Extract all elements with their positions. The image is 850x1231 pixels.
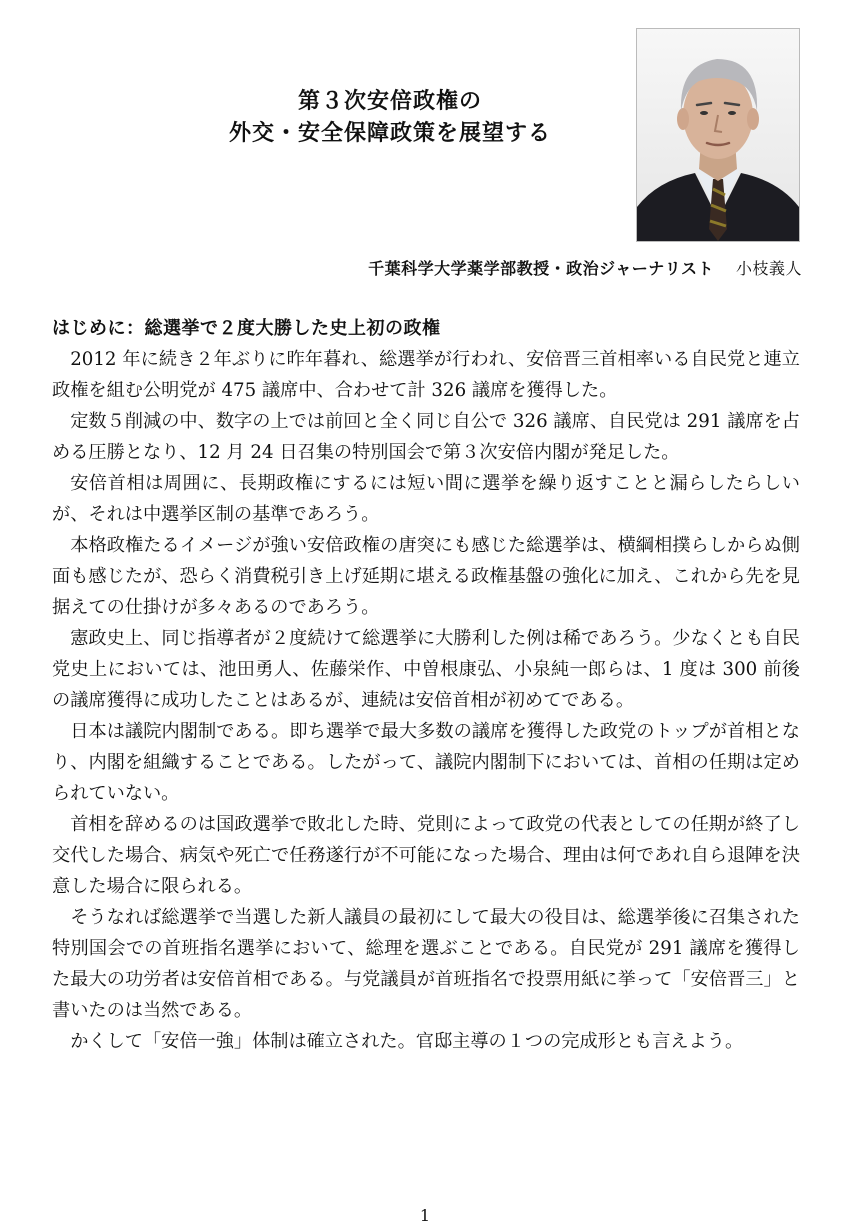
page-number: 1 [419,1206,431,1225]
article-body [52,344,800,1057]
paragraph: 定数５削減の中、数字の上では前回と全く同じ自公で 326 議席、自民党は 291 議席を占める圧勝となり、12 月 24 日召集の特別国会で第３次安倍内閣が発足した。 [52,411,800,463]
author-byline [368,256,802,279]
paragraph: 2012 年に続き２年ぶりに昨年暮れ、総選挙が行われ、安倍晋三首相率いる自民党と連立政権を組む公明党が 475 議席中、合わせて計 326 議席を獲得した。 [52,349,800,401]
paragraph: 日本は議院内閣制である。即ち選挙で最大多数の議席を獲得した政党のトップが首相となり、内閣を組織することである。したがって、議院内閣制下においては、首相の任期は定められていない。 [52,721,800,804]
author-affiliation: 千葉科学大学薬学部教授・政治ジャーナリスト [368,259,714,278]
author-portrait [636,28,800,242]
author-portrait-image [637,29,799,241]
title-line-1: 第３次安倍政権の [297,89,482,114]
paragraph: かくして「安倍一強」体制は確立された。官邸主導の１つの完成形とも言えよう。 [70,1031,744,1052]
paragraph: 首相を辞めるのは国政選挙で敗北した時、党則によって政党の代表としての任期が終了し交代した場合、病気や死亡で任務遂行が不可能になった場合、理由は何であれ自ら退陣を決意した場合に限られる。 [52,814,800,897]
paragraph: 本格政権たるイメージが強い安倍政権の唐突にも感じた総選挙は、横綱相撲らしからぬ側面も感じたが、恐らく消費税引き上げ延期に堪える政権基盤の強化に加え、これから先を見据えての仕掛けが多々あるのであろう。 [52,535,800,618]
paragraph: 憲政史上、同じ指導者が２度続けて総選挙に大勝利した例は稀であろう。少なくとも自民党史上においては、池田勇人、佐藤栄作、中曽根康弘、小泉純一郎らは、1 度は 300 前後の議席獲得に成功したことはあるが、連続は安倍首相が初めてである。 [52,628,800,711]
paragraph: そうなれば総選挙で当選した新人議員の最初にして最大の役目は、総選挙後に召集された特別国会での首班指名選挙において、総理を選ぶことである。自民党が 291 議席を獲得した最大の功労者は安倍首相である。与党議員が首班指名で投票用紙に挙って「安倍晋三」と書いたのは当然である。 [52,907,800,1021]
article-title [190,86,590,150]
paragraph: 安倍首相は周囲に、長期政権にするには短い間に選挙を繰り返すことと漏らしたらしいが、それは中選挙区制の基準であろう。 [52,473,800,525]
title-line-2: 外交・安全保障政策を展望する [228,121,551,146]
section-heading: はじめに：総選挙で２度大勝した史上初の政権 [52,318,441,339]
author-name: 小枝義人 [735,259,802,278]
